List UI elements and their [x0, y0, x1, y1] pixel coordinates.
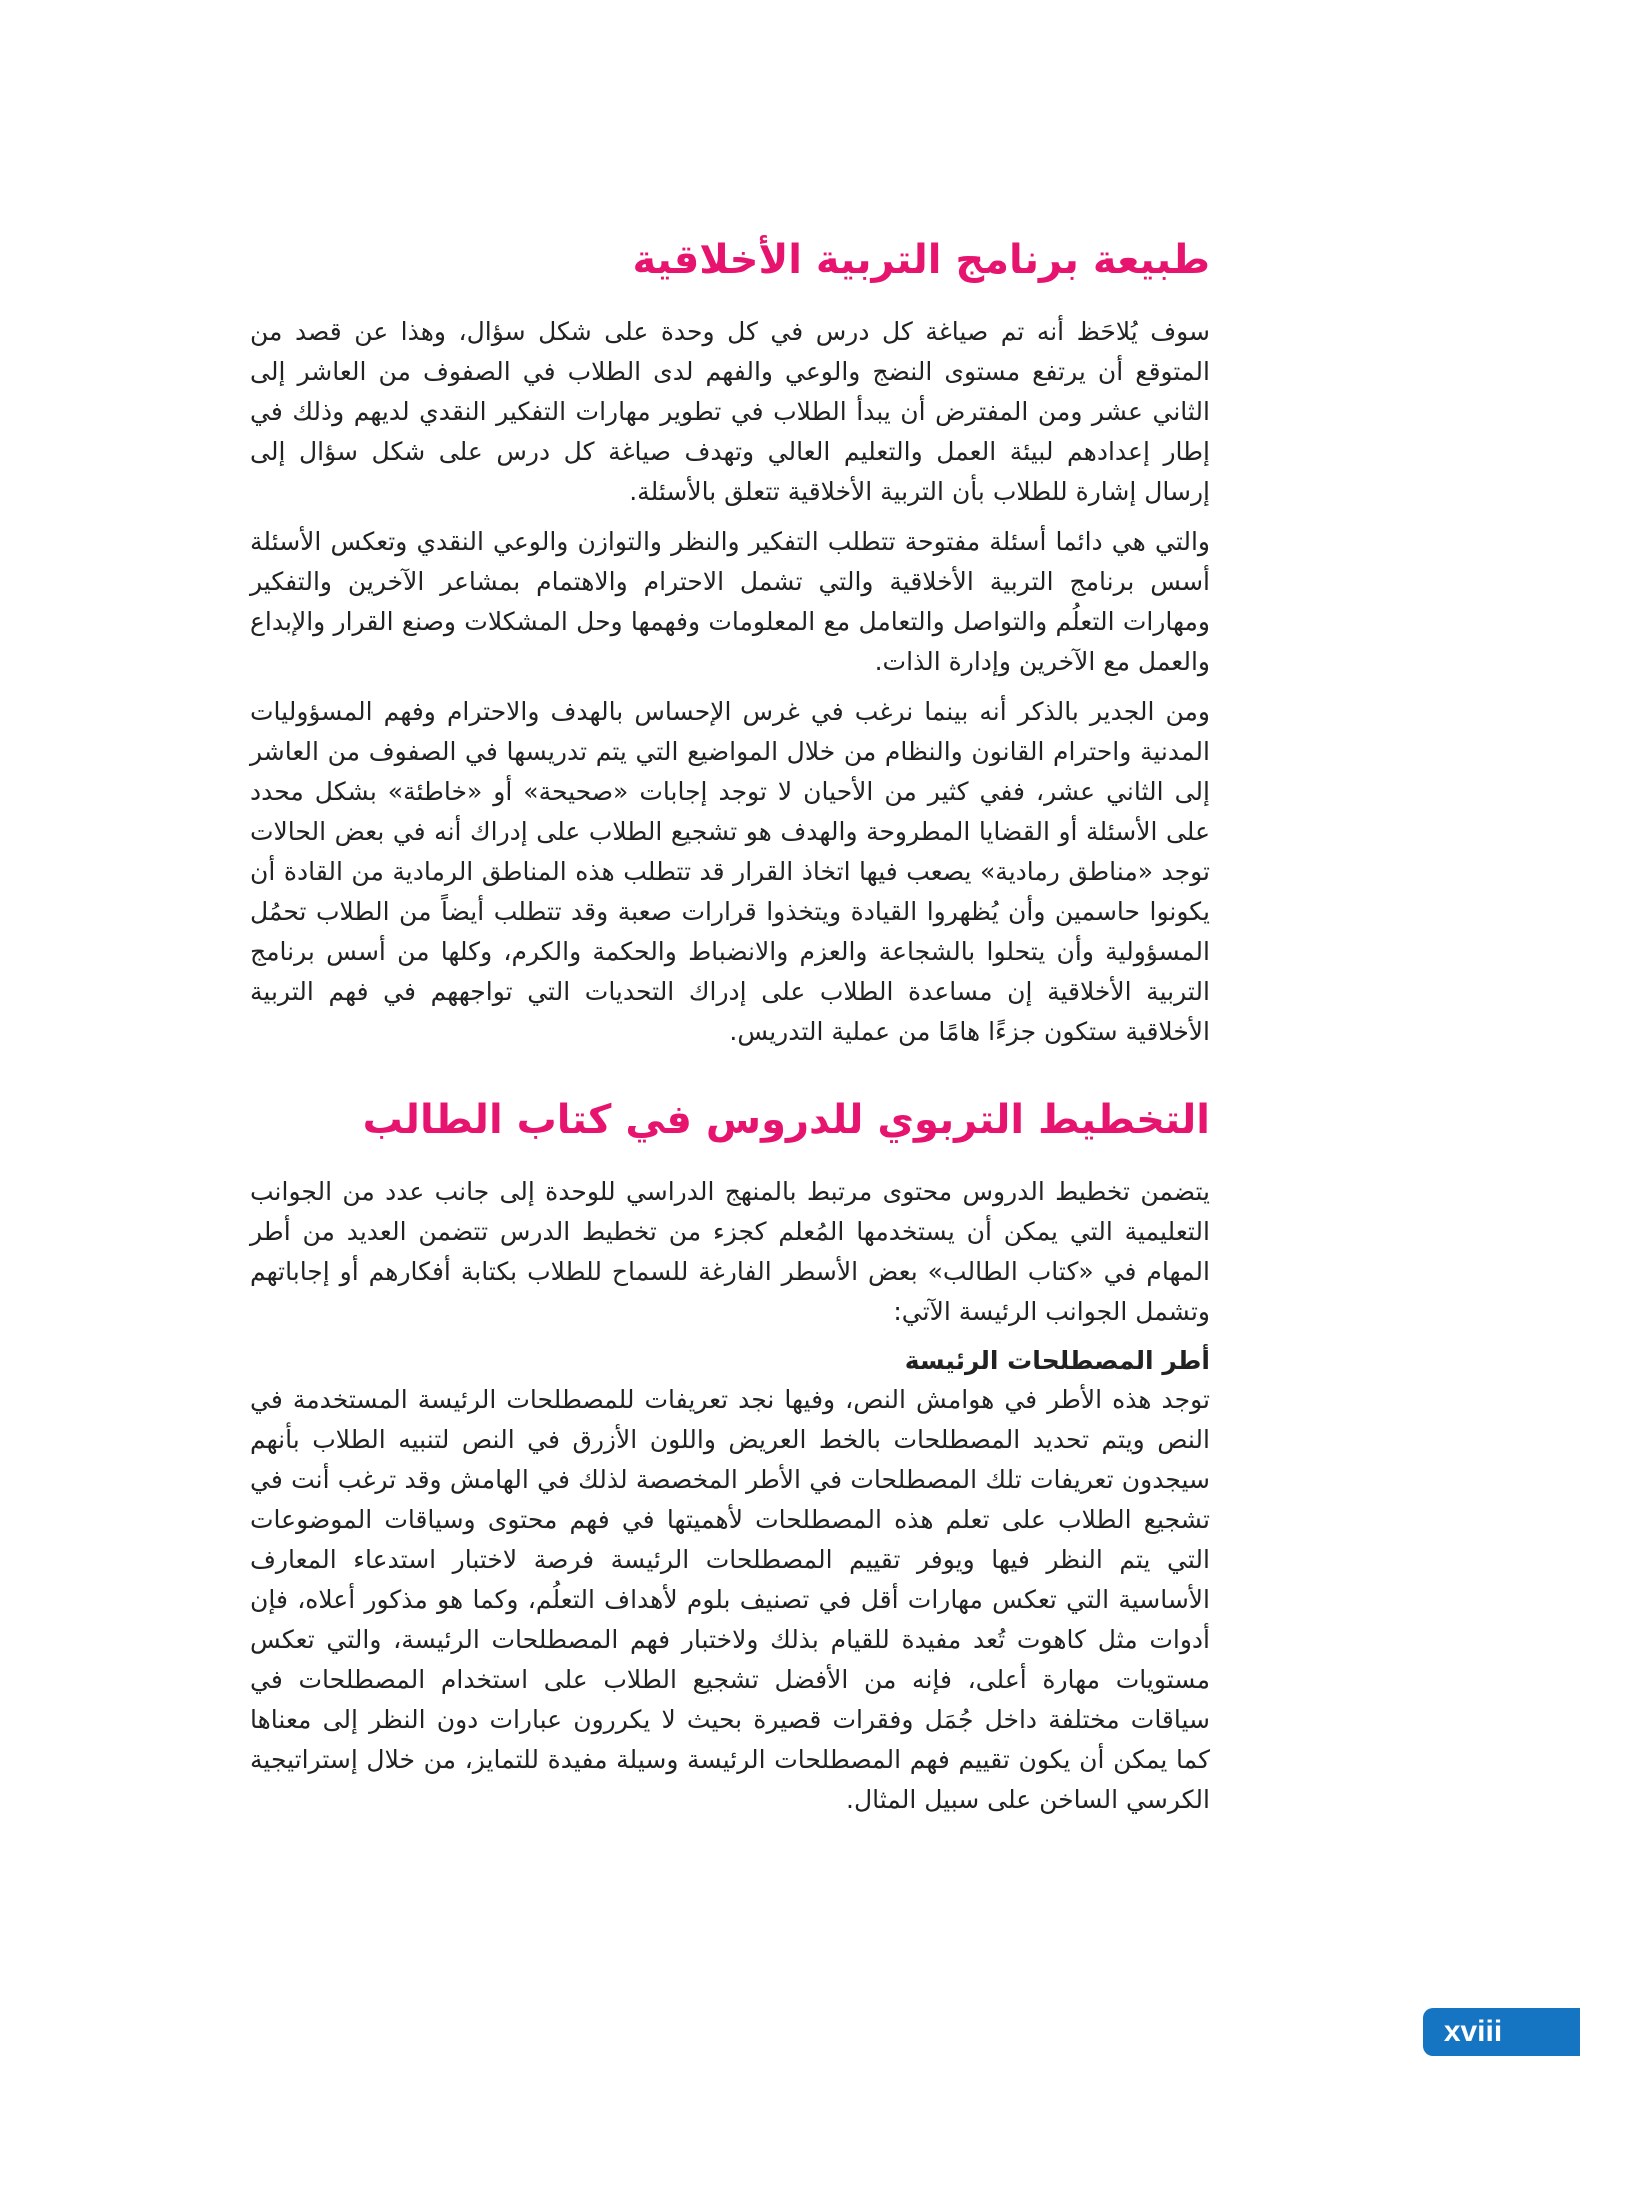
paragraph: ومن الجدير بالذكر أنه بينما نرغب في غرس الإحساس بالهدف والاحترام وفهم المسؤوليات المدنية واحترام القانون والنظام من خلال المواضيع التي يتم تدريسها في الصفوف من العاشر إلى الثاني عشر، ففي كثير من الأحيان لا توجد إجابات «صحيحة» أو «خاطئة» بشكل محدد على الأسئلة أو القضايا المطروحة والهدف هو تشجيع الطلاب على إدراك أنه في بعض الحالات توجد «مناطق رمادية» يصعب فيها اتخاذ القرار قد تتطلب هذه المناطق الرمادية من القادة أن يكونوا حاسمين وأن يُظهروا القيادة ويتخذوا قرارات صعبة وقد تتطلب أيضاً من الطلاب تحمُل المسؤولية وأن يتحلوا بالشجاعة والعزم والانضباط والحكمة والكرم، وكلها من أسس برنامج التربية الأخلاقية إن مساعدة الطلاب على إدراك التحديات التي تواجههم في فهم التربية الأخلاقية ستكون جزءًا هامًا من عملية التدريس. — [250, 697, 1210, 1046]
page-number: xviii — [1443, 2015, 1503, 2048]
paragraph: سوف يُلاحَظ أنه تم صياغة كل درس في كل وحدة على شكل سؤال، وهذا عن قصد من المتوقع أن يرتفع مستوى النضج والوعي والفهم لدى الطلاب في الصفوف من العاشر إلى الثاني عشر ومن المفترض أن يبدأ الطلاب في تطوير مهارات التفكير النقدي لديهم وذلك في إطار إعدادهم لبيئة العمل والتعليم العالي وتهدف صياغة كل درس على شكل سؤال إلى إرسال إشارة للطلاب بأن التربية الأخلاقية تتعلق بالأسئلة. — [250, 317, 1210, 506]
section-spacer — [250, 1062, 1210, 1090]
page-number-tab — [1423, 2008, 1580, 2056]
paragraph: يتضمن تخطيط الدروس محتوى مرتبط بالمنهج الدراسي للوحدة إلى جانب عدد من الجوانب التعليمية التي يمكن أن يستخدمها المُعلم كجزء من تخطيط الدرس تتضمن العديد من أطر المهام في «كتاب الطالب» بعض الأسطر الفارغة للسماح للطلاب بكتابة أفكارهم أو إجاباتهم وتشمل الجوانب الرئيسة الآتي: — [250, 1177, 1210, 1326]
page-content — [250, 230, 1210, 1830]
paragraph: والتي هي دائما أسئلة مفتوحة تتطلب التفكير والنظر والتوازن والوعي النقدي وتعكس الأسئلة أسس برنامج التربية الأخلاقية والتي تشمل الاحترام والاهتمام بمشاعر الآخرين والتفكير ومهارات التعلُم والتواصل والتعامل مع المعلومات وفهمها وحل المشكلات وصنع القرار والإبداع والعمل مع الآخرين وإدارة الذات. — [250, 527, 1210, 676]
paragraph: توجد هذه الأطر في هوامش النص، وفيها نجد تعريفات للمصطلحات الرئيسة المستخدمة في النص ويتم تحديد المصطلحات بالخط العريض واللون الأزرق في النص لتنبيه الطلاب بأنهم سيجدون تعريفات تلك المصطلحات في الأطر المخصصة لذلك في الهامش وقد ترغب أنت في تشجيع الطلاب على تعلم هذه المصطلحات لأهميتها في فهم محتوى وسياقات الموضوعات التي يتم النظر فيها ويوفر تقييم المصطلحات الرئيسة فرصة لاختبار استدعاء المعارف الأساسية التي تعكس مهارات أقل في تصنيف بلوم لأهداف التعلُم، وكما هو مذكور أعلاه، فإن أدوات مثل كاهوت تُعد مفيدة للقيام بذلك ولاختبار فهم المصطلحات الرئيسة، والتي تعكس مستويات مهارة أعلى، فإنه من الأفضل تشجيع الطلاب على استخدام المصطلحات في سياقات مختلفة داخل جُمَل وفقرات قصيرة بحيث لا يكررون عبارات دون النظر إلى معناها كما يمكن أن يكون تقييم فهم المصطلحات الرئيسة وسيلة مفيدة للتمايز، من خلال إستراتيجية الكرسي الساخن على سبيل المثال. — [250, 1385, 1210, 1814]
section-title-lesson-planning: التخطيط التربوي للدروس في كتاب الطالب — [362, 1097, 1210, 1143]
subheading-key-terms: أطر المصطلحات الرئيسة — [904, 1346, 1210, 1375]
section-title-ethics-program: طبيعة برنامج التربية الأخلاقية — [632, 237, 1210, 283]
